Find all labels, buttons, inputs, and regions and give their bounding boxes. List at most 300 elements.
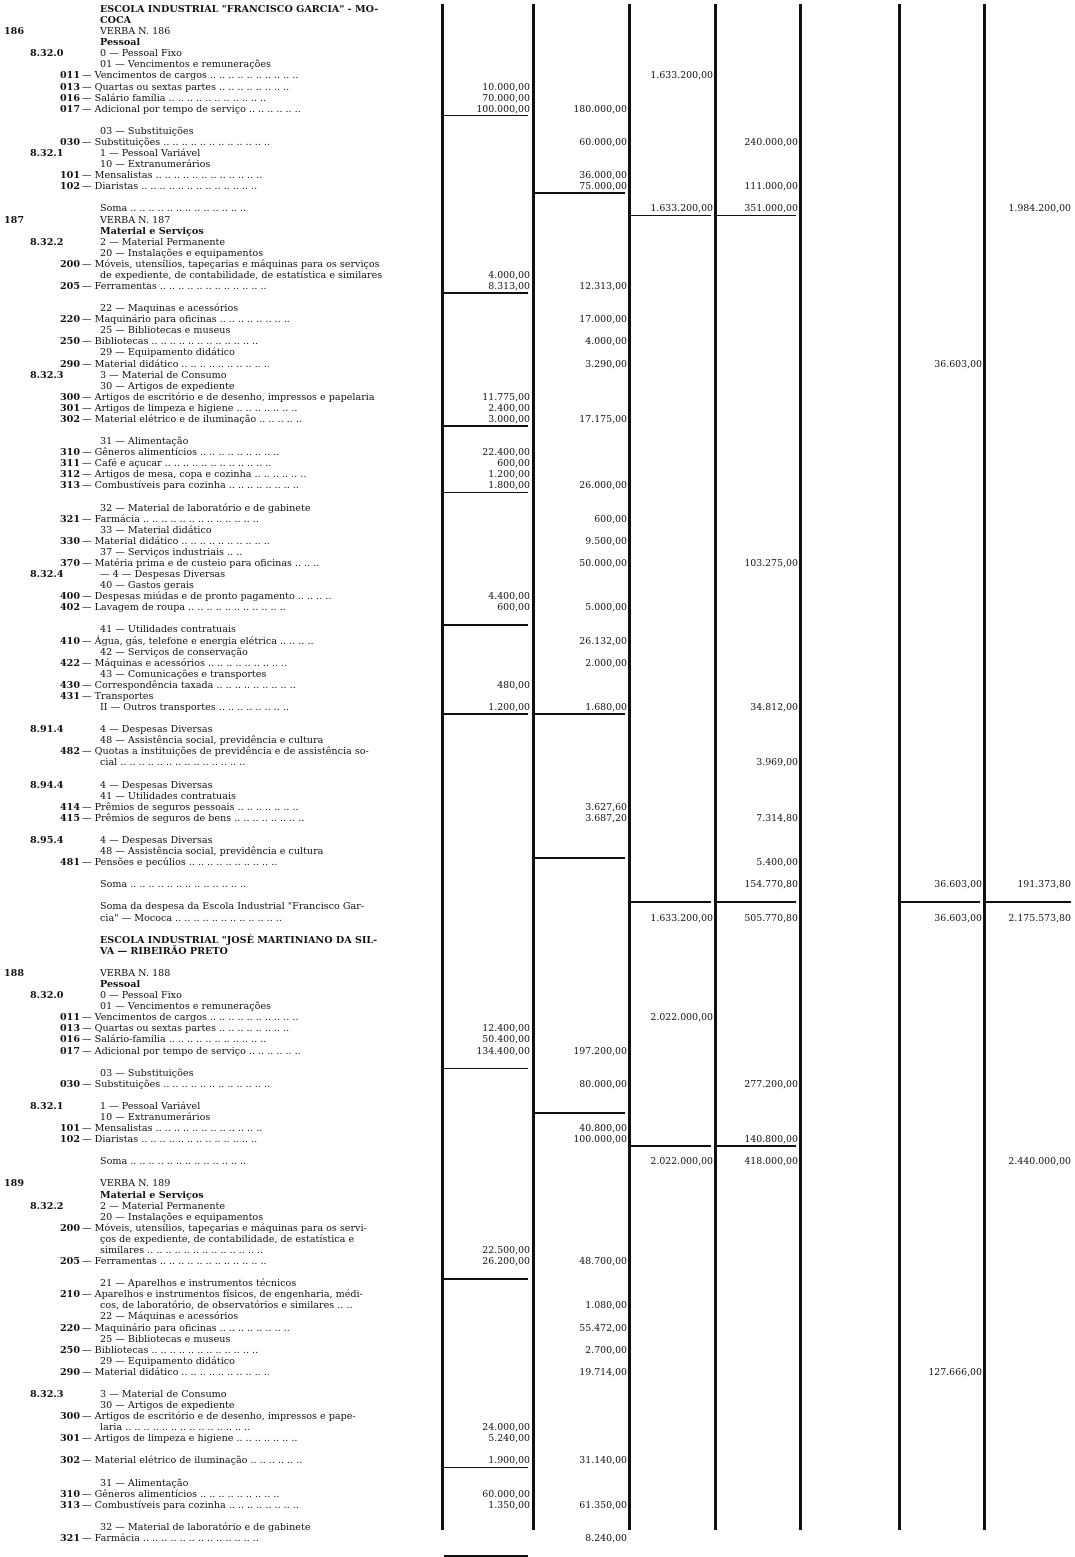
ledger-row (0, 1156, 1075, 1167)
item-code: 302 (59, 413, 80, 425)
item-code: 205 (59, 281, 80, 292)
row-label: COCA (100, 15, 132, 27)
amount-c2: 60.000,00 (579, 136, 627, 148)
amount-c1: 134.400,00 (476, 1045, 530, 1057)
ledger-row (0, 647, 1075, 658)
ledger-row (0, 1057, 1075, 1068)
ledger-row (0, 1001, 1075, 1012)
subtotal-rule (901, 901, 980, 903)
item-code: 302 (59, 1455, 80, 1467)
row-label: 41 — Utilidades contratuais (100, 624, 236, 636)
ledger-row (0, 192, 1075, 203)
row-label: cial .. .. .. .. .. .. .. .. .. .. .. .. .. .. (100, 757, 246, 769)
subtotal-rule (717, 215, 796, 217)
amount-c2: 40.800,00 (579, 1123, 627, 1135)
amount-c1: 60.000,00 (482, 1488, 530, 1500)
row-label: — Substituições .. .. .. .. .. .. .. .. .. .. .. .. (82, 1078, 271, 1090)
amount-c1: 5.240,00 (488, 1433, 530, 1445)
ledger-row (0, 1234, 1075, 1245)
amount-c1: 12.400,00 (482, 1023, 530, 1035)
ledger-row (0, 314, 1075, 325)
amount-c6: 36.603,00 (934, 912, 982, 924)
row-label: — Maquinário para oficinas .. .. .. .. .. .. .. .. (82, 1322, 290, 1334)
ledger-row (0, 868, 1075, 879)
ledger-row (0, 591, 1075, 602)
ledger-row (0, 746, 1075, 757)
row-label: — Vencimentos de cargos .. .. .. .. .. .. .. .. .. .. (82, 70, 299, 82)
item-code: 186 (4, 26, 25, 38)
ledger-row (0, 170, 1075, 181)
ledger-row (0, 1278, 1075, 1289)
row-label: 33 — Material didático (100, 524, 212, 536)
item-code: 250 (59, 1344, 80, 1356)
subtotal-rule (444, 115, 528, 117)
row-label: — Artigos de escritório e de desenho, impressos e papelaria (82, 391, 375, 403)
row-label: laria .. .. .. .. .. .. .. .. .. .. .. .. .. .. (100, 1422, 251, 1434)
row-label: VA — RIBEIRÃO PRETO (100, 945, 228, 957)
ledger-row (0, 735, 1075, 746)
ledger-row (0, 1101, 1075, 1112)
ledger-row (0, 1489, 1075, 1500)
row-label: — Adicional por tempo de serviço .. .. .. .. .. .. (82, 1045, 301, 1057)
section-code: 8.32.2 (30, 236, 64, 248)
row-label: — Artigos de limpeza e higiene .. .. .. .. .. .. .. (82, 1433, 298, 1445)
subtotal-rule (444, 713, 528, 715)
row-label: — Mensalistas .. .. .. .. .. .. .. .. .. .. .. .. (82, 1123, 263, 1135)
ledger-row (0, 26, 1075, 37)
subtotal-rule (444, 1278, 528, 1280)
ledger-row (0, 48, 1075, 59)
ledger-row (0, 1400, 1075, 1411)
subtotal-rule (631, 901, 711, 903)
item-code: 410 (59, 635, 80, 647)
ledger-row (0, 115, 1075, 126)
row-label: — Maquinário para oficinas .. .. .. .. .. .. .. .. (82, 314, 290, 326)
row-label: — Móveis, utensílios, tapeçarias e máquinas para os servi- (82, 1222, 367, 1234)
ledger-row (0, 824, 1075, 835)
item-code: 030 (59, 136, 80, 148)
ledger-row (0, 325, 1075, 336)
item-code: 300 (59, 1411, 80, 1423)
ledger-row (0, 359, 1075, 370)
amount-c2: 3.290,00 (585, 358, 627, 370)
ledger-row (0, 990, 1075, 1001)
amount-c2: 17.000,00 (579, 314, 627, 326)
ledger-row (0, 536, 1075, 547)
ledger-row (0, 724, 1075, 735)
row-label: 42 — Serviços de conservação (100, 646, 248, 658)
row-label: 32 — Material de laboratório e de gabinete (100, 1521, 311, 1533)
ledger-row (0, 757, 1075, 768)
subtotal-rule (535, 1112, 625, 1114)
amount-c2: 36.000,00 (579, 170, 627, 182)
row-label: 31 — Alimentação (100, 436, 189, 448)
row-label: — Quotas a instituições de previdência e de assistência so- (82, 746, 369, 758)
row-label: 4 — Despesas Diversas (100, 779, 213, 791)
row-label: — Material elétrico e de iluminação .. .. .. .. .. (82, 413, 302, 425)
item-code: 330 (59, 535, 80, 547)
row-label: — Combustíveis para cozinha .. .. .. .. .. .. .. .. (82, 480, 299, 492)
amount-c1: 4.400,00 (488, 591, 530, 603)
row-label: Soma .. .. .. .. .. .. .. .. .. .. .. .. .. (100, 1156, 247, 1168)
row-label: — Quartas ou sextas partes .. .. .. .. .. .. .. .. (82, 81, 290, 93)
subtotal-rule (986, 901, 1071, 903)
ledger-row (0, 15, 1075, 26)
ledger-row (0, 1367, 1075, 1378)
item-code: 101 (59, 1123, 80, 1135)
row-label: 22 — Máquinas e acessórios (100, 1311, 239, 1323)
amount-c2: 26.000,00 (579, 480, 627, 492)
row-label: — Material didático .. .. .. .. .. .. .. .. .. .. (82, 358, 270, 370)
ledger-row (0, 1323, 1075, 1334)
ledger-row (0, 924, 1075, 935)
row-label: similares .. .. .. .. .. .. .. .. .. .. .. .. .. (100, 1244, 264, 1256)
ledger-row (0, 946, 1075, 957)
ledger-row (0, 1455, 1075, 1466)
amount-c2: 2.700,00 (585, 1344, 627, 1356)
row-label: 10 — Extranumerários (100, 1112, 211, 1123)
amount-c6: 127.666,00 (928, 1366, 982, 1378)
ledger-row (0, 691, 1075, 702)
row-label: 1 — Pessoal Variável (100, 148, 201, 160)
subtotal-rule (444, 292, 528, 294)
item-code: 011 (59, 1012, 80, 1024)
ledger-row (0, 104, 1075, 115)
ledger-row (0, 968, 1075, 979)
row-label: — Bibliotecas .. .. .. .. .. .. .. .. .. .. .. .. (82, 336, 259, 348)
ledger-row (0, 303, 1075, 314)
amount-c1: 3.000,00 (488, 413, 530, 425)
item-code: 200 (59, 1222, 80, 1234)
item-code: 301 (59, 402, 80, 414)
ledger-row (0, 802, 1075, 813)
row-label: 43 — Comunicações e transportes (100, 668, 267, 680)
ledger-row (0, 1212, 1075, 1223)
amount-c2: 197.200,00 (573, 1045, 627, 1057)
section-code: 8.32.3 (30, 369, 64, 381)
item-code: 220 (59, 1322, 80, 1334)
item-code: 311 (59, 458, 80, 470)
ledger-row (0, 1201, 1075, 1212)
ledger-row (0, 602, 1075, 613)
item-code: 016 (59, 92, 80, 104)
amount-c1: 2.400,00 (488, 402, 530, 414)
row-label: — Móveis, utensílios, tapeçarias e máquinas para os serviços (82, 258, 380, 270)
row-label: 21 — Aparelhos e instrumentos técnicos (100, 1278, 297, 1290)
section-code: 8.32.4 (30, 569, 64, 581)
subtotal-rule (535, 857, 625, 859)
row-label: 3 — Material de Consumo (100, 1389, 227, 1400)
row-label: 37 — Serviços industriais .. .. (100, 546, 243, 558)
amount-c1: 480,00 (497, 679, 530, 691)
item-code: 415 (59, 812, 80, 824)
ledger-row (0, 1500, 1075, 1511)
item-code: 414 (59, 801, 80, 813)
ledger-row (0, 1178, 1075, 1189)
amount-c1: 4.000,00 (488, 269, 530, 281)
amount-c2: 9.500,00 (585, 535, 627, 547)
row-label: ESCOLA INDUSTRIAL "JOSÉ MARTINIANO DA SIL- (100, 934, 378, 946)
ledger-row (0, 702, 1075, 713)
row-label: — Artigos de limpeza e higiene .. .. .. .. .. .. .. (82, 402, 298, 414)
section-code: 8.32.0 (30, 48, 64, 60)
row-label: 25 — Bibliotecas e museus (100, 1333, 231, 1345)
ledger-row (0, 1134, 1075, 1145)
row-label: — Água, gás, telefone e energia elétrica .. .. .. .. (82, 635, 314, 647)
ledger-row (0, 1023, 1075, 1034)
amount-c4: 154.770,80 (744, 879, 798, 891)
ledger-row (0, 381, 1075, 392)
row-label: VERBA N. 186 (100, 26, 171, 38)
item-code: 188 (4, 967, 25, 979)
amount-c2: 17.175,00 (579, 413, 627, 425)
amount-c2: 5.000,00 (585, 602, 627, 614)
item-code: 189 (4, 1178, 25, 1190)
amount-c7: 191.373,80 (1017, 879, 1071, 891)
row-label: Soma da despesa da Escola Industrial "Francisco Gar- (100, 901, 365, 913)
ledger-row (0, 957, 1075, 968)
ledger-row (0, 336, 1075, 347)
amount-c3: 2.022.000,00 (650, 1156, 713, 1168)
row-label: 48 — Assistência social, previdência e cultura (100, 846, 324, 858)
amount-c2: 75.000,00 (579, 181, 627, 193)
ledger-row (0, 82, 1075, 93)
amount-c2: 4.000,00 (585, 336, 627, 348)
subtotal-rule (717, 901, 796, 903)
ledger-row (0, 514, 1075, 525)
row-label: — Ferramentas .. .. .. .. .. .. .. .. .. .. .. .. (82, 1256, 267, 1268)
ledger-row (0, 890, 1075, 901)
ledger-row (0, 1334, 1075, 1345)
item-code: 290 (59, 1366, 80, 1378)
section-code: 8.32.1 (30, 1100, 64, 1112)
ledger-row (0, 569, 1075, 580)
item-code: 187 (4, 214, 25, 226)
row-label: — Material didático .. .. .. .. .. .. .. .. .. .. (82, 1366, 270, 1378)
row-label: 30 — Artigos de expediente (100, 380, 235, 392)
row-label: 01 — Vencimentos e remunerações (100, 59, 271, 71)
row-label: ESCOLA INDUSTRIAL "FRANCISCO GARCIA" - MO- (100, 4, 379, 15)
ledger-row (0, 1145, 1075, 1156)
row-label: — Adicional por tempo de serviço .. .. .. .. .. .. (82, 103, 301, 115)
ledger-row (0, 137, 1075, 148)
subtotal-rule (444, 1068, 528, 1070)
amount-c4: 7.314,80 (756, 812, 798, 824)
row-label: — Diaristas .. .. .. .. .. .. .. .. .. .. .. .. .. (82, 181, 258, 193)
row-label: 32 — Material de laboratório e de gabinete (100, 502, 311, 514)
row-label: — Prêmios de seguros de bens .. .. .. .. .. .. .. .. (82, 812, 305, 824)
amount-c1: 1.200,00 (488, 702, 530, 714)
ledger-row (0, 791, 1075, 802)
item-code: 101 (59, 170, 80, 182)
row-label: — Quartas ou sextas partes .. .. .. .. .. .. .. .. (82, 1023, 290, 1035)
ledger-row (0, 37, 1075, 48)
ledger-row (0, 59, 1075, 70)
amount-c1: 1.900,00 (488, 1455, 530, 1467)
item-code: 013 (59, 1023, 80, 1035)
row-label: 30 — Artigos de expediente (100, 1400, 235, 1412)
amount-c1: 70.000,00 (482, 92, 530, 104)
ledger-row (0, 414, 1075, 425)
amount-c2: 19.714,00 (579, 1366, 627, 1378)
row-label: ços de expediente, de contabilidade, de estatística e (100, 1233, 355, 1245)
amount-c2: 180.000,00 (573, 103, 627, 115)
amount-c7: 2.440.000,00 (1008, 1156, 1071, 1168)
ledger-row (0, 1190, 1075, 1201)
row-label: — Diaristas .. .. .. .. .. .. .. .. .. .. .. .. .. (82, 1134, 258, 1146)
amount-c4: 351.000,00 (744, 203, 798, 215)
ledger-row (0, 181, 1075, 192)
amount-c7: 1.984.200,00 (1008, 203, 1071, 215)
amount-c4: 277.200,00 (744, 1078, 798, 1090)
amount-c7: 2.175.573,80 (1008, 912, 1071, 924)
row-label: — Ferramentas .. .. .. .. .. .. .. .. .. .. .. .. (82, 281, 267, 292)
ledger-row (0, 1422, 1075, 1433)
amount-c1: 26.200,00 (482, 1256, 530, 1268)
ledger-row (0, 403, 1075, 414)
row-label: — Combustíveis para cozinha .. .. .. .. .. .. .. .. (82, 1499, 299, 1511)
amount-c2: 61.350,00 (579, 1499, 627, 1511)
section-code: 8.32.3 (30, 1389, 64, 1400)
amount-c6: 36.603,00 (934, 879, 982, 891)
ledger-row (0, 1311, 1075, 1322)
amount-c2: 80.000,00 (579, 1078, 627, 1090)
amount-c4: 418.000,00 (744, 1156, 798, 1168)
amount-c2: 8.240,00 (585, 1533, 627, 1545)
row-label: 03 — Substituições (100, 125, 194, 137)
row-label: VERBA N. 188 (100, 967, 171, 979)
ledger-row (0, 769, 1075, 780)
ledger-row (0, 425, 1075, 436)
row-label: — Artigos de escritório e de desenho, impressos e pape- (82, 1411, 356, 1423)
amount-c2: 100.000,00 (573, 1134, 627, 1146)
ledger-row (0, 370, 1075, 381)
amount-c2: 1.680,00 (585, 702, 627, 714)
amount-c2: 3.687,20 (585, 812, 627, 824)
amount-c3: 1.633.200,00 (650, 203, 713, 215)
item-code: 017 (59, 1045, 80, 1057)
amount-c2: 48.700,00 (579, 1256, 627, 1268)
amount-c6: 36.603,00 (934, 358, 982, 370)
item-code: 321 (59, 513, 80, 525)
amount-c1: 1.350,00 (488, 1499, 530, 1511)
amount-c4: 505.770,80 (744, 912, 798, 924)
amount-c3: 1.633.200,00 (650, 912, 713, 924)
ledger-row (0, 1345, 1075, 1356)
amount-c2: 600,00 (594, 513, 627, 525)
amount-c2: 50.000,00 (579, 558, 627, 569)
item-code: 290 (59, 358, 80, 370)
item-code: 402 (59, 602, 80, 614)
item-code: 300 (59, 391, 80, 403)
subtotal-rule (444, 624, 528, 626)
row-label: — 4 — Despesas Diversas (100, 569, 226, 581)
subtotal-rule (444, 1555, 528, 1557)
ledger-row (0, 159, 1075, 170)
row-label: 31 — Alimentação (100, 1477, 189, 1489)
amount-c4: 240.000,00 (744, 136, 798, 148)
row-label: VERBA N. 189 (100, 1178, 171, 1190)
ledger-row (0, 780, 1075, 791)
ledger-row (0, 580, 1075, 591)
item-code: 481 (59, 857, 80, 869)
ledger-row (0, 226, 1075, 237)
item-code: 016 (59, 1034, 80, 1046)
item-code: 430 (59, 679, 80, 691)
ledger-row (0, 1256, 1075, 1267)
row-label: 0 — Pessoal Fixo (100, 990, 182, 1002)
ledger-row (0, 1411, 1075, 1422)
item-code: 013 (59, 81, 80, 93)
subtotal-rule (535, 713, 625, 715)
row-label: Pessoal (100, 37, 141, 49)
ledger-row (0, 1090, 1075, 1101)
row-label: 2 — Material Permanente (100, 1200, 226, 1212)
item-code: 313 (59, 480, 80, 492)
ledger-row (0, 1533, 1075, 1544)
ledger-row (0, 613, 1075, 624)
row-label: 1 — Pessoal Variável (100, 1100, 201, 1112)
item-code: 482 (59, 746, 80, 758)
row-label: 0 — Pessoal Fixo (100, 48, 182, 60)
ledger-row (0, 857, 1075, 868)
row-label: — Matéria prima e de custeio para oficinas .. .. .. (82, 558, 320, 569)
section-code: 8.95.4 (30, 835, 64, 846)
row-label: Soma .. .. .. .. .. .. .. .. .. .. .. .. .. (100, 203, 247, 215)
ledger-row (0, 1378, 1075, 1389)
row-label: 4 — Despesas Diversas (100, 724, 213, 736)
row-label: 22 — Maquinas e acessórios (100, 303, 239, 315)
row-label: Soma .. .. .. .. .. .. .. .. .. .. .. .. .. (100, 879, 247, 891)
row-label: — Correspondência taxada .. .. .. .. .. .. .. .. .. (82, 679, 296, 691)
row-label: — Salário família .. .. .. .. .. .. .. .. .. .. .. (82, 92, 267, 104)
ledger-row (0, 347, 1075, 358)
ledger-row (0, 658, 1075, 669)
ledger-row (0, 480, 1075, 491)
amount-c1: 10.000,00 (482, 81, 530, 93)
item-code: 422 (59, 657, 80, 669)
ledger-row (0, 636, 1075, 647)
ledger-row (0, 292, 1075, 303)
ledger-row (0, 1389, 1075, 1400)
item-code: 220 (59, 314, 80, 326)
item-code: 310 (59, 1488, 80, 1500)
ledger-row (0, 1245, 1075, 1256)
subtotal-rule (631, 1145, 711, 1147)
ledger-row (0, 93, 1075, 104)
ledger-row (0, 1079, 1075, 1090)
subtotal-rule (444, 425, 528, 427)
amount-c4: 5.400,00 (756, 857, 798, 869)
amount-c1: 1.800,00 (488, 480, 530, 492)
amount-c4: 111.000,00 (744, 181, 798, 193)
ledger-row (0, 203, 1075, 214)
row-label: — Salário-família .. .. .. .. .. .. .. .. .. .. .. (82, 1034, 267, 1046)
amount-c4: 3.969,00 (756, 757, 798, 769)
row-label: 4 — Despesas Diversas (100, 835, 213, 846)
row-label: — Despesas miúdas e de pronto pagamento .. .. .. .. (82, 591, 332, 603)
row-label: 03 — Substituições (100, 1067, 194, 1079)
row-label: — Vencimentos de cargos .. .. .. .. .. .. .. .. .. .. (82, 1012, 299, 1024)
section-code: 8.94.4 (30, 779, 64, 791)
ledger-row (0, 469, 1075, 480)
ledger-row (0, 1433, 1075, 1444)
amount-c1: 11.775,00 (482, 391, 530, 403)
ledger-row (0, 979, 1075, 990)
item-code: 431 (59, 690, 80, 702)
ledger-row (0, 1522, 1075, 1533)
ledger-row (0, 1112, 1075, 1123)
